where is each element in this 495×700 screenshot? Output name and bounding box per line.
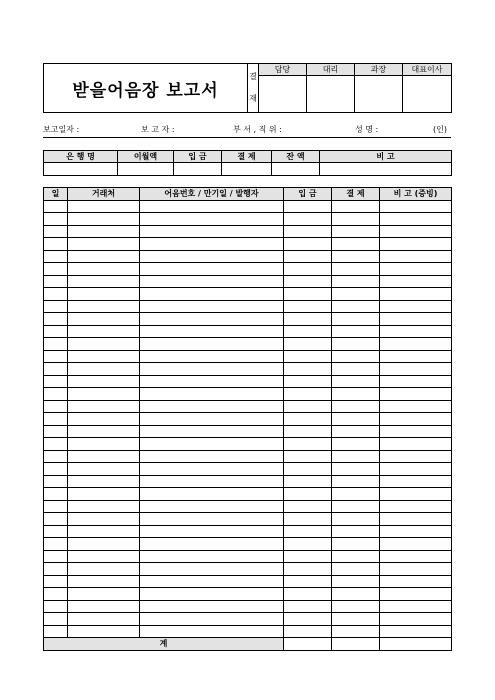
ledger-cell[interactable] (284, 513, 332, 526)
ledger-cell[interactable] (332, 463, 380, 476)
ledger-cell[interactable] (332, 313, 380, 326)
ledger-cell[interactable] (380, 475, 452, 488)
ledger-cell[interactable] (380, 538, 452, 551)
seal-label: (인) (433, 125, 447, 134)
ledger-cell[interactable] (332, 263, 380, 276)
ledger-cell[interactable] (380, 300, 452, 313)
ledger-cell[interactable] (332, 350, 380, 363)
ledger-cell[interactable] (44, 288, 68, 301)
ledger-cell[interactable] (68, 425, 140, 438)
ledger-cell[interactable] (284, 288, 332, 301)
table-row (44, 225, 452, 238)
ledger-cell[interactable] (284, 350, 332, 363)
ledger-cell[interactable] (284, 625, 332, 638)
table-row (44, 600, 452, 613)
ledger-cell[interactable] (332, 238, 380, 251)
ledger-cell[interactable] (332, 438, 380, 451)
ledger-cell[interactable] (284, 275, 332, 288)
ledger-cell[interactable] (140, 575, 284, 588)
ledger-cell[interactable] (44, 625, 68, 638)
ledger-cell[interactable] (284, 400, 332, 413)
ledger-cell[interactable] (140, 625, 284, 638)
ledger-cell[interactable] (284, 413, 332, 426)
bank-col-balance: 잔 액 (272, 151, 320, 163)
ledger-cell[interactable] (68, 538, 140, 551)
table-row (44, 575, 452, 588)
ledger-cell[interactable] (332, 250, 380, 263)
ledger-cell[interactable] (332, 538, 380, 551)
ledger-cell[interactable] (332, 488, 380, 501)
ledger-cell[interactable] (380, 325, 452, 338)
ledger-cell[interactable] (68, 625, 140, 638)
ledger-cell[interactable] (44, 350, 68, 363)
ledger-cell[interactable] (284, 250, 332, 263)
ledger-cell[interactable] (380, 350, 452, 363)
ledger-col-remarks: 비 고 (증빙) (380, 188, 452, 201)
bank-cell[interactable] (320, 163, 452, 176)
ledger-cell[interactable] (380, 200, 452, 213)
ledger-cell[interactable] (380, 450, 452, 463)
ledger-cell[interactable] (68, 488, 140, 501)
ledger-col-day: 일 (44, 188, 68, 201)
table-row (44, 538, 452, 551)
ledger-cell[interactable] (140, 400, 284, 413)
ledger-cell[interactable] (380, 513, 452, 526)
ledger-cell[interactable] (44, 425, 68, 438)
ledger-cell[interactable] (44, 525, 68, 538)
ledger-cell[interactable] (44, 550, 68, 563)
ledger-cell[interactable] (380, 388, 452, 401)
ledger-cell[interactable] (68, 300, 140, 313)
ledger-cell[interactable] (284, 463, 332, 476)
ledger-cell[interactable] (44, 613, 68, 626)
ledger-cell[interactable] (68, 575, 140, 588)
ledger-cell[interactable] (44, 500, 68, 513)
total-label: 계 (44, 638, 284, 651)
ledger-cell[interactable] (68, 463, 140, 476)
ledger-cell[interactable] (140, 563, 284, 576)
table-row (44, 475, 452, 488)
ledger-cell[interactable] (332, 213, 380, 226)
ledger-cell[interactable] (380, 488, 452, 501)
ledger-cell[interactable] (284, 375, 332, 388)
ledger-cell[interactable] (284, 200, 332, 213)
ledger-cell[interactable] (68, 275, 140, 288)
ledger-cell[interactable] (380, 463, 452, 476)
ledger-cell[interactable] (332, 375, 380, 388)
ledger-cell[interactable] (44, 413, 68, 426)
ledger-cell[interactable] (284, 613, 332, 626)
ledger-cell[interactable] (140, 438, 284, 451)
ledger-cell[interactable] (380, 625, 452, 638)
report-date-label: 보고일자 : (43, 125, 80, 134)
ledger-col-deposit: 입 금 (284, 188, 332, 201)
ledger-cell[interactable] (284, 438, 332, 451)
table-row (44, 288, 452, 301)
bank-col-note: 비 고 (320, 151, 452, 163)
ledger-cell[interactable] (44, 600, 68, 613)
table-row (44, 375, 452, 388)
ledger-cell[interactable] (44, 250, 68, 263)
ledger-cell[interactable] (332, 588, 380, 601)
ledger-cell[interactable] (332, 625, 380, 638)
ledger-cell[interactable] (68, 563, 140, 576)
ledger-cell[interactable] (44, 400, 68, 413)
ledger-cell[interactable] (68, 388, 140, 401)
ledger-cell[interactable] (140, 450, 284, 463)
ledger-cell[interactable] (380, 575, 452, 588)
ledger-cell[interactable] (284, 238, 332, 251)
ledger-cell[interactable] (68, 450, 140, 463)
ledger-table (43, 187, 452, 651)
ledger-cell[interactable] (140, 425, 284, 438)
table-row (44, 488, 452, 501)
ledger-cell[interactable] (140, 325, 284, 338)
ledger-cell[interactable] (332, 275, 380, 288)
ledger-cell[interactable] (284, 263, 332, 276)
ledger-cell[interactable] (44, 325, 68, 338)
ledger-cell[interactable] (68, 375, 140, 388)
ledger-cell[interactable] (332, 413, 380, 426)
approval-role-assistant-manager: 대리 (307, 64, 355, 76)
table-row (44, 563, 452, 576)
ledger-cell[interactable] (68, 288, 140, 301)
bank-col-deposit: 입 금 (174, 151, 222, 163)
ledger-cell[interactable] (380, 588, 452, 601)
ledger-cell[interactable] (44, 238, 68, 251)
ledger-cell[interactable] (380, 288, 452, 301)
ledger-cell[interactable] (140, 338, 284, 351)
ledger-cell[interactable] (380, 425, 452, 438)
ledger-cell[interactable] (332, 450, 380, 463)
ledger-cell[interactable] (44, 363, 68, 376)
reporter-label: 보 고 자 : (141, 125, 175, 134)
ledger-cell[interactable] (380, 400, 452, 413)
ledger-cell[interactable] (140, 413, 284, 426)
ledger-cell[interactable] (284, 563, 332, 576)
ledger-cell[interactable] (68, 400, 140, 413)
ledger-cell[interactable] (44, 225, 68, 238)
ledger-cell[interactable] (44, 275, 68, 288)
ledger-cell[interactable] (284, 600, 332, 613)
ledger-cell[interactable] (332, 550, 380, 563)
ledger-cell[interactable] (44, 438, 68, 451)
ledger-cell[interactable] (140, 313, 284, 326)
table-row (44, 250, 452, 263)
approval-sign-box[interactable] (307, 76, 355, 113)
ledger-cell[interactable] (44, 338, 68, 351)
table-row (44, 300, 452, 313)
ledger-cell[interactable] (44, 463, 68, 476)
ledger-cell[interactable] (44, 588, 68, 601)
ledger-cell[interactable] (284, 488, 332, 501)
table-row (44, 513, 452, 526)
ledger-cell[interactable] (44, 300, 68, 313)
name-label: 성 명 : (355, 125, 379, 134)
table-row (44, 275, 452, 288)
ledger-cell[interactable] (284, 550, 332, 563)
ledger-cell[interactable] (380, 413, 452, 426)
approval-role-ceo: 대표이사 (403, 64, 452, 76)
approval-sign-box[interactable] (259, 76, 307, 113)
ledger-cell[interactable] (380, 338, 452, 351)
ledger-cell[interactable] (68, 475, 140, 488)
ledger-cell[interactable] (44, 263, 68, 276)
ledger-cell[interactable] (380, 525, 452, 538)
approval-label-bottom: 재 (249, 94, 257, 103)
table-row (44, 625, 452, 638)
ledger-cell[interactable] (68, 313, 140, 326)
ledger-cell[interactable] (284, 325, 332, 338)
ledger-cell[interactable] (44, 200, 68, 213)
ledger-cell[interactable] (284, 500, 332, 513)
ledger-cell[interactable] (140, 263, 284, 276)
ledger-cell[interactable] (332, 600, 380, 613)
bank-col-settlement: 결 제 (222, 151, 272, 163)
ledger-cell[interactable] (332, 300, 380, 313)
info-underline (43, 137, 451, 138)
ledger-cell[interactable] (332, 613, 380, 626)
ledger-cell[interactable] (332, 200, 380, 213)
ledger-cell[interactable] (140, 388, 284, 401)
ledger-cell[interactable] (44, 313, 68, 326)
ledger-cell[interactable] (68, 200, 140, 213)
ledger-cell[interactable] (380, 600, 452, 613)
ledger-cell[interactable] (140, 500, 284, 513)
ledger-cell[interactable] (284, 475, 332, 488)
ledger-cell[interactable] (68, 338, 140, 351)
bank-cell[interactable] (118, 163, 174, 176)
ledger-cell[interactable] (284, 225, 332, 238)
ledger-cell[interactable] (140, 350, 284, 363)
table-row (44, 325, 452, 338)
approval-role-staff: 담당 (259, 64, 307, 76)
ledger-cell[interactable] (44, 475, 68, 488)
table-row (44, 550, 452, 563)
ledger-cell[interactable] (332, 513, 380, 526)
bank-col-carryover: 이월액 (118, 151, 174, 163)
table-row (44, 388, 452, 401)
ledger-cell[interactable] (284, 538, 332, 551)
table-row (44, 613, 452, 626)
ledger-cell[interactable] (44, 213, 68, 226)
ledger-cell[interactable] (140, 475, 284, 488)
ledger-cell[interactable] (140, 225, 284, 238)
ledger-cell[interactable] (68, 413, 140, 426)
dept-position-label: 부 서 , 직 위 : (233, 125, 282, 134)
ledger-cell[interactable] (68, 325, 140, 338)
table-row (44, 213, 452, 226)
ledger-cell[interactable] (140, 513, 284, 526)
table-row (44, 413, 452, 426)
bank-cell[interactable] (44, 163, 118, 176)
ledger-cell[interactable] (140, 375, 284, 388)
table-row (44, 438, 452, 451)
ledger-cell[interactable] (284, 313, 332, 326)
ledger-cell[interactable] (44, 538, 68, 551)
approval-role-manager: 과장 (355, 64, 403, 76)
ledger-cell[interactable] (68, 550, 140, 563)
ledger-cell[interactable] (140, 588, 284, 601)
ledger-cell[interactable] (140, 213, 284, 226)
ledger-cell[interactable] (332, 225, 380, 238)
ledger-cell[interactable] (140, 538, 284, 551)
ledger-cell[interactable] (68, 263, 140, 276)
ledger-cell[interactable] (284, 300, 332, 313)
ledger-cell[interactable] (332, 425, 380, 438)
ledger-cell[interactable] (140, 363, 284, 376)
ledger-cell[interactable] (44, 488, 68, 501)
table-row (44, 450, 452, 463)
ledger-cell[interactable] (140, 525, 284, 538)
total-settlement[interactable] (332, 638, 380, 651)
ledger-cell[interactable] (284, 575, 332, 588)
ledger-cell[interactable] (44, 563, 68, 576)
ledger-cell[interactable] (332, 475, 380, 488)
table-row (44, 500, 452, 513)
ledger-cell[interactable] (140, 613, 284, 626)
table-row (44, 363, 452, 376)
ledger-cell[interactable] (140, 250, 284, 263)
ledger-cell[interactable] (380, 250, 452, 263)
bank-col-name: 은 행 명 (44, 151, 118, 163)
ledger-cell[interactable] (380, 363, 452, 376)
ledger-cell[interactable] (284, 338, 332, 351)
bank-summary-table (43, 150, 452, 176)
ledger-cell[interactable] (380, 500, 452, 513)
ledger-cell[interactable] (284, 450, 332, 463)
ledger-cell[interactable] (140, 275, 284, 288)
ledger-cell[interactable] (332, 388, 380, 401)
ledger-cell[interactable] (140, 463, 284, 476)
approval-label (248, 64, 259, 113)
ledger-cell[interactable] (68, 238, 140, 251)
ledger-cell[interactable] (332, 363, 380, 376)
approval-sign-box[interactable] (403, 76, 452, 113)
ledger-cell[interactable] (332, 400, 380, 413)
ledger-cell[interactable] (284, 388, 332, 401)
page-title: 받을어음장 보고서 (44, 64, 248, 113)
ledger-cell[interactable] (68, 213, 140, 226)
ledger-cell[interactable] (380, 613, 452, 626)
ledger-cell[interactable] (68, 363, 140, 376)
ledger-cell[interactable] (332, 325, 380, 338)
ledger-cell[interactable] (284, 425, 332, 438)
ledger-cell[interactable] (68, 588, 140, 601)
ledger-col-note-info: 어음번호 / 만기일 / 발행자 (140, 188, 284, 201)
bank-cell[interactable] (272, 163, 320, 176)
bank-cell[interactable] (174, 163, 222, 176)
ledger-cell[interactable] (332, 288, 380, 301)
table-row (44, 525, 452, 538)
ledger-cell[interactable] (140, 300, 284, 313)
ledger-cell[interactable] (380, 213, 452, 226)
ledger-cell[interactable] (380, 238, 452, 251)
ledger-cell[interactable] (140, 550, 284, 563)
table-row (44, 400, 452, 413)
ledger-cell[interactable] (140, 200, 284, 213)
table-row (44, 425, 452, 438)
table-row (44, 463, 452, 476)
total-remarks[interactable] (380, 638, 452, 651)
ledger-cell[interactable] (44, 375, 68, 388)
table-row (44, 313, 452, 326)
ledger-cell[interactable] (68, 438, 140, 451)
table-row (44, 200, 452, 213)
ledger-cell[interactable] (380, 563, 452, 576)
ledger-cell[interactable] (44, 450, 68, 463)
ledger-cell[interactable] (44, 575, 68, 588)
ledger-cell[interactable] (284, 363, 332, 376)
ledger-cell[interactable] (380, 438, 452, 451)
table-row (44, 238, 452, 251)
ledger-cell[interactable] (380, 225, 452, 238)
ledger-cell[interactable] (68, 350, 140, 363)
ledger-cell[interactable] (68, 500, 140, 513)
table-row (44, 263, 452, 276)
ledger-cell[interactable] (332, 563, 380, 576)
ledger-cell[interactable] (284, 213, 332, 226)
ledger-cell[interactable] (140, 600, 284, 613)
ledger-col-client: 거래처 (68, 188, 140, 201)
ledger-cell[interactable] (140, 488, 284, 501)
approval-sign-box[interactable] (355, 76, 403, 113)
ledger-cell[interactable] (380, 313, 452, 326)
ledger-cell[interactable] (44, 513, 68, 526)
ledger-cell[interactable] (68, 250, 140, 263)
ledger-body (44, 200, 452, 638)
table-row (44, 350, 452, 363)
ledger-cell[interactable] (44, 388, 68, 401)
ledger-cell[interactable] (380, 275, 452, 288)
bank-cell[interactable] (222, 163, 272, 176)
ledger-cell[interactable] (332, 500, 380, 513)
ledger-cell[interactable] (284, 525, 332, 538)
ledger-cell[interactable] (332, 338, 380, 351)
ledger-cell[interactable] (68, 513, 140, 526)
ledger-cell[interactable] (68, 225, 140, 238)
ledger-cell[interactable] (68, 600, 140, 613)
total-deposit[interactable] (284, 638, 332, 651)
ledger-cell[interactable] (68, 613, 140, 626)
approval-label-top: 결 (249, 72, 257, 81)
ledger-cell[interactable] (284, 588, 332, 601)
ledger-cell[interactable] (332, 525, 380, 538)
ledger-cell[interactable] (140, 288, 284, 301)
ledger-cell[interactable] (140, 238, 284, 251)
ledger-cell[interactable] (380, 375, 452, 388)
ledger-cell[interactable] (332, 575, 380, 588)
ledger-cell[interactable] (68, 525, 140, 538)
header-block (43, 63, 452, 113)
ledger-col-settlement: 결 제 (332, 188, 380, 201)
report-info-line (43, 124, 451, 136)
table-row (44, 338, 452, 351)
ledger-cell[interactable] (380, 550, 452, 563)
table-row (44, 588, 452, 601)
ledger-cell[interactable] (380, 263, 452, 276)
